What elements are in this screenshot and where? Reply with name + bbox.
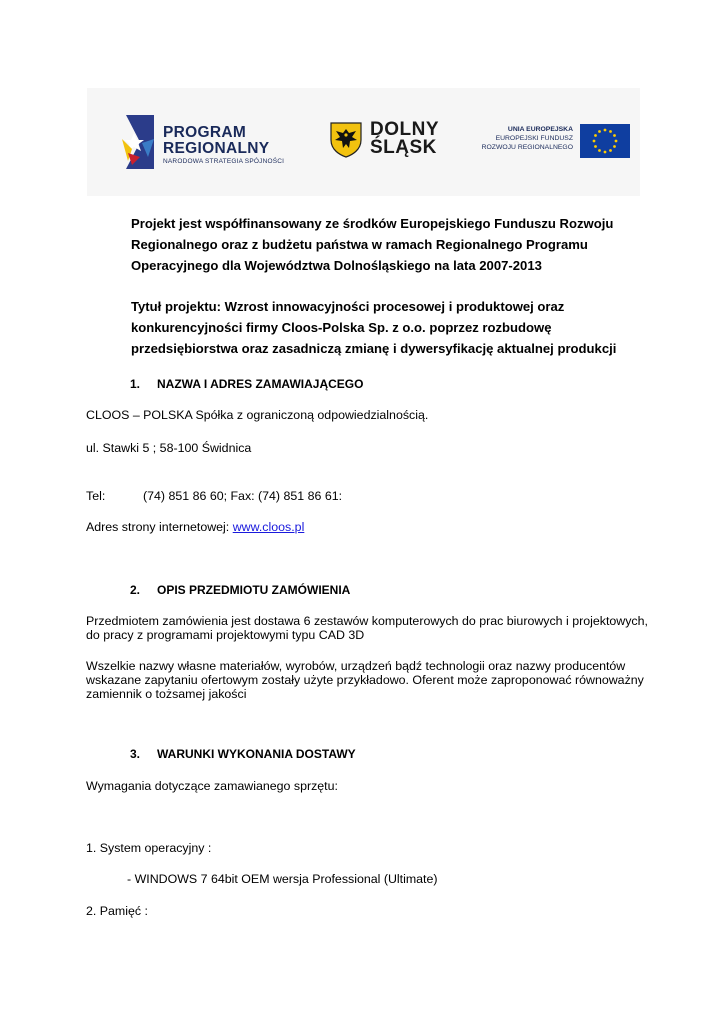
tel-label: Tel: bbox=[86, 489, 106, 503]
dolny-slask-logo bbox=[330, 120, 442, 162]
eu-logo bbox=[478, 124, 632, 160]
cofinancing-line: Operacyjnego dla Województwa Dolnośląskiego na lata 2007-2013 bbox=[131, 258, 542, 273]
program-star-icon bbox=[120, 113, 156, 171]
website-label: Adres strony internetowej: bbox=[86, 520, 233, 534]
equivalence-line: Wszelkie nazwy własne materiałów, wyrobów, urządzeń bądź technologii oraz nazwy producentów bbox=[86, 659, 626, 673]
program-regionalny-logo bbox=[120, 113, 295, 173]
eu-text-block bbox=[482, 125, 573, 152]
program-subtitle: NARODOWA STRATEGIA SPÓJNOŚCI bbox=[163, 158, 285, 165]
eu-line3: ROZWOJU REGIONALNEGO bbox=[481, 144, 573, 151]
company-address: ul. Stawki 5 ; 58-100 Świdnica bbox=[86, 441, 252, 455]
requirement-os-detail: - WINDOWS 7 64bit OEM wersja Professional (Ultimate) bbox=[127, 872, 438, 886]
section3-heading: WARUNKI WYKONANIA DOSTAWY bbox=[157, 747, 356, 761]
dolny-line1: DOLNY bbox=[370, 119, 439, 140]
program-title-line2: REGIONALNY bbox=[163, 140, 270, 157]
description-line: Przedmiotem zamówienia jest dostawa 6 zestawów komputerowych do prac biurowych i projektowych, bbox=[86, 614, 648, 628]
section2-number: 2. bbox=[130, 583, 141, 597]
section1-heading: NAZWA I ADRES ZAMAWIAJĄCEGO bbox=[157, 377, 364, 391]
intro-block bbox=[131, 213, 617, 359]
project-title-line: przedsiębiorstwa oraz zasadniczą zmianę i dywersyfikację aktualnej produkcji bbox=[131, 341, 617, 356]
section3-number: 3. bbox=[130, 747, 141, 761]
dolny-line2: ŚLĄSK bbox=[370, 137, 437, 158]
cofinancing-line: Regionalnego oraz z budżetu państwa w ramach Regionalnego Programu bbox=[131, 237, 588, 252]
website-link[interactable]: www.cloos.pl bbox=[232, 520, 305, 534]
program-title-line1: PROGRAM bbox=[163, 124, 247, 141]
equivalence-line: wskazane zapytaniu ofertowym zostały użyte przykładowo. Oferent może zaproponować równoważny bbox=[86, 673, 644, 687]
requirements-intro: Wymagania dotyczące zamawianego sprzętu: bbox=[86, 779, 338, 793]
eu-flag-icon bbox=[580, 124, 630, 158]
eu-line1: UNIA EUROPEJSKA bbox=[507, 126, 573, 133]
section2-heading: OPIS PRZEDMIOTU ZAMÓWIENIA bbox=[157, 583, 351, 597]
tel-fax-value: (74) 851 86 60; Fax: (74) 851 86 61: bbox=[143, 489, 343, 503]
eu-line2: EUROPEJSKI FUNDUSZ bbox=[495, 135, 573, 142]
website-line bbox=[86, 519, 304, 535]
requirement-memory: 2. Pamięć : bbox=[86, 904, 148, 918]
section1-number: 1. bbox=[130, 377, 141, 391]
eagle-crest-icon bbox=[330, 122, 362, 158]
cofinancing-line: Projekt jest współfinansowany ze środków Europejskiego Funduszu Rozwoju bbox=[131, 216, 614, 231]
requirement-os: 1. System operacyjny : bbox=[86, 841, 212, 855]
description-line: do pracy z programami projektowymi typu CAD 3D bbox=[86, 628, 365, 642]
equivalence-line: zamiennik o tożsamej jakości bbox=[86, 687, 247, 701]
project-title-line: Tytuł projektu: Wzrost innowacyjności procesowej i produktowej oraz bbox=[131, 299, 565, 314]
project-title-line: konkurencyjności firmy Cloos-Polska Sp. z o.o. poprzez rozbudowę bbox=[131, 320, 552, 335]
company-name: CLOOS – POLSKA Spółka z ograniczoną odpowiedzialnością. bbox=[86, 408, 429, 422]
